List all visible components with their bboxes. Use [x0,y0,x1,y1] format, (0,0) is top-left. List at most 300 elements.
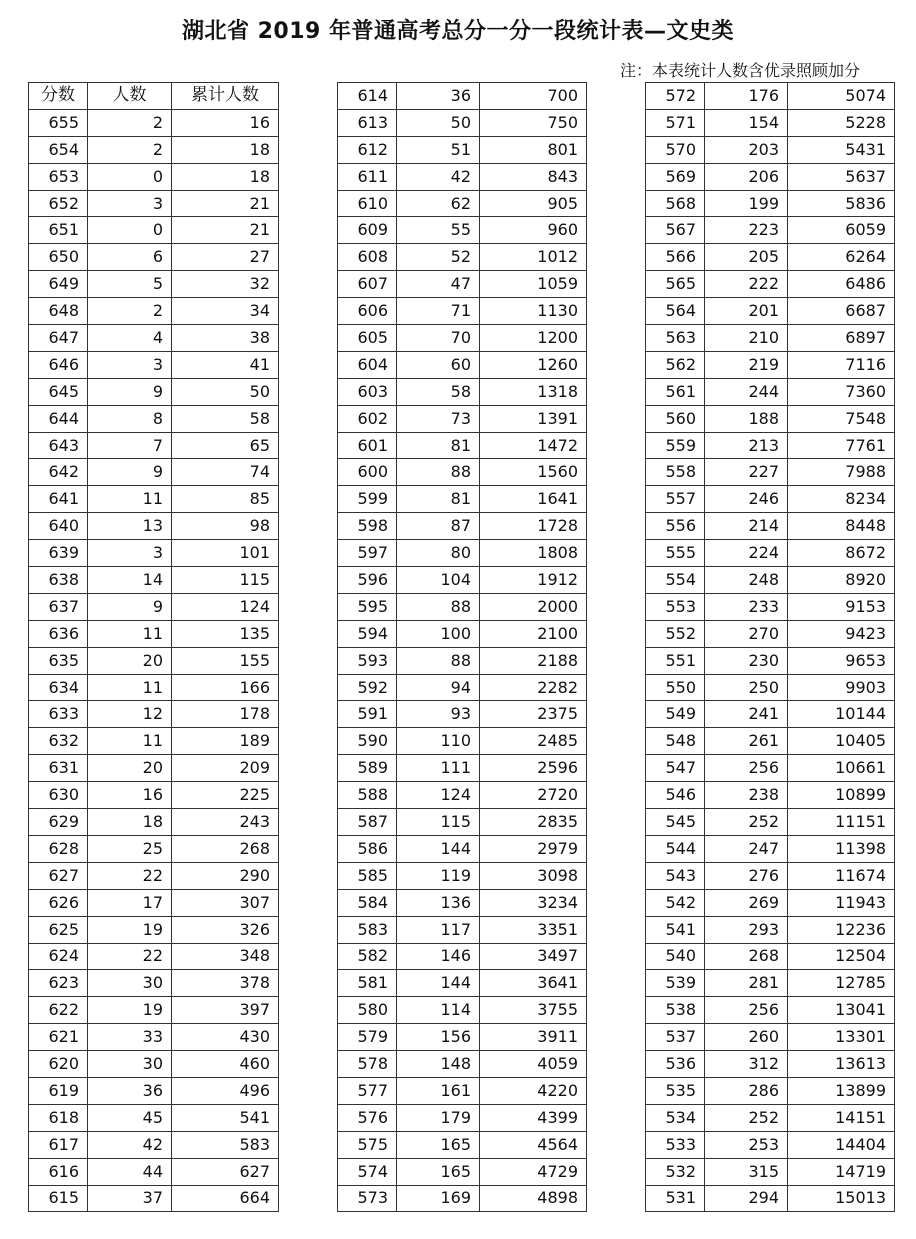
table-header-row [29,83,279,110]
cumulative-cell: 4059 [480,1051,587,1078]
cumulative-cell: 74 [172,459,279,486]
cumulative-cell: 115 [172,567,279,594]
count-cell: 201 [705,298,788,325]
table-row [646,593,895,620]
table-row [646,432,895,459]
table-row [338,244,587,271]
cumulative-cell: 8920 [788,567,895,594]
score-cell: 612 [338,136,397,163]
cumulative-cell: 8234 [788,486,895,513]
cumulative-cell: 166 [172,674,279,701]
score-cell: 639 [29,540,88,567]
count-cell: 270 [705,620,788,647]
cumulative-cell: 1012 [480,244,587,271]
cumulative-cell: 7360 [788,378,895,405]
cumulative-cell: 14151 [788,1104,895,1131]
table-row [646,835,895,862]
count-cell: 268 [705,943,788,970]
count-cell: 70 [397,325,480,352]
table-row [646,163,895,190]
count-cell: 18 [88,809,172,836]
cumulative-cell: 10144 [788,701,895,728]
table-row [338,755,587,782]
cumulative-cell: 18 [172,136,279,163]
count-cell: 294 [705,1185,788,1212]
count-cell: 100 [397,620,480,647]
score-cell: 582 [338,943,397,970]
score-cell: 559 [646,432,705,459]
score-cell: 577 [338,1077,397,1104]
score-cell: 633 [29,701,88,728]
count-cell: 276 [705,862,788,889]
score-cell: 596 [338,567,397,594]
cumulative-cell: 14719 [788,1158,895,1185]
table-row [338,701,587,728]
count-cell: 25 [88,835,172,862]
table-row [29,1077,279,1104]
cumulative-cell: 1728 [480,513,587,540]
cumulative-cell: 209 [172,755,279,782]
cumulative-cell: 3351 [480,916,587,943]
cumulative-cell: 4729 [480,1158,587,1185]
count-cell: 144 [397,970,480,997]
table-row [29,943,279,970]
cumulative-cell: 4220 [480,1077,587,1104]
score-cell: 606 [338,298,397,325]
count-cell: 5 [88,271,172,298]
count-cell: 260 [705,1024,788,1051]
cumulative-cell: 700 [480,83,587,110]
table-row [646,217,895,244]
score-cell: 642 [29,459,88,486]
count-cell: 42 [397,163,480,190]
table-row [29,916,279,943]
score-cell: 602 [338,405,397,432]
table-row [338,1104,587,1131]
table-header-cell: 人数 [88,83,172,110]
count-cell: 238 [705,782,788,809]
score-cell: 638 [29,567,88,594]
cumulative-cell: 7761 [788,432,895,459]
score-cell: 568 [646,190,705,217]
count-cell: 8 [88,405,172,432]
count-cell: 52 [397,244,480,271]
score-cell: 645 [29,378,88,405]
cumulative-cell: 1472 [480,432,587,459]
count-cell: 250 [705,674,788,701]
cumulative-cell: 1260 [480,351,587,378]
count-cell: 256 [705,755,788,782]
score-cell: 609 [338,217,397,244]
table-row [29,540,279,567]
cumulative-cell: 5074 [788,83,895,110]
score-cell: 614 [338,83,397,110]
cumulative-cell: 2282 [480,674,587,701]
cumulative-cell: 750 [480,109,587,136]
table-row [29,593,279,620]
table-row [338,405,587,432]
count-cell: 148 [397,1051,480,1078]
count-cell: 88 [397,459,480,486]
count-cell: 71 [397,298,480,325]
cumulative-cell: 496 [172,1077,279,1104]
cumulative-cell: 960 [480,217,587,244]
table-row [338,432,587,459]
cumulative-cell: 2375 [480,701,587,728]
table-row [29,244,279,271]
score-cell: 598 [338,513,397,540]
table-row [338,728,587,755]
score-cell: 575 [338,1131,397,1158]
score-cell: 571 [646,109,705,136]
table-row [338,567,587,594]
cumulative-cell: 65 [172,432,279,459]
cumulative-cell: 3497 [480,943,587,970]
count-cell: 293 [705,916,788,943]
count-cell: 50 [397,109,480,136]
score-cell: 557 [646,486,705,513]
score-cell: 570 [646,136,705,163]
table-row [29,647,279,674]
table-row [29,701,279,728]
score-cell: 558 [646,459,705,486]
table-row [646,862,895,889]
score-cell: 542 [646,889,705,916]
cumulative-cell: 6059 [788,217,895,244]
count-cell: 44 [88,1158,172,1185]
score-cell: 574 [338,1158,397,1185]
cumulative-cell: 41 [172,351,279,378]
table-row [29,809,279,836]
count-cell: 261 [705,728,788,755]
table-row [338,620,587,647]
score-cell: 624 [29,943,88,970]
score-table-column-3 [645,82,895,1212]
cumulative-cell: 7116 [788,351,895,378]
cumulative-cell: 1059 [480,271,587,298]
table-row [646,540,895,567]
score-cell: 565 [646,271,705,298]
score-cell: 585 [338,862,397,889]
count-cell: 73 [397,405,480,432]
score-cell: 539 [646,970,705,997]
table-row [338,1185,587,1212]
count-cell: 199 [705,190,788,217]
count-cell: 22 [88,943,172,970]
cumulative-cell: 8448 [788,513,895,540]
table-row [338,540,587,567]
count-cell: 22 [88,862,172,889]
cumulative-cell: 4564 [480,1131,587,1158]
table-row [646,486,895,513]
score-cell: 544 [646,835,705,862]
count-cell: 11 [88,486,172,513]
count-cell: 241 [705,701,788,728]
count-cell: 252 [705,1104,788,1131]
count-cell: 20 [88,647,172,674]
table-row [338,378,587,405]
cumulative-cell: 5228 [788,109,895,136]
score-cell: 579 [338,1024,397,1051]
table-row [338,835,587,862]
table-row [338,593,587,620]
score-cell: 553 [646,593,705,620]
cumulative-cell: 1200 [480,325,587,352]
count-cell: 11 [88,620,172,647]
cumulative-cell: 9423 [788,620,895,647]
table-row [29,432,279,459]
cumulative-cell: 7548 [788,405,895,432]
cumulative-cell: 50 [172,378,279,405]
cumulative-cell: 2720 [480,782,587,809]
count-cell: 115 [397,809,480,836]
cumulative-cell: 101 [172,540,279,567]
score-cell: 546 [646,782,705,809]
score-cell: 531 [646,1185,705,1212]
table-row [646,647,895,674]
score-cell: 588 [338,782,397,809]
count-cell: 104 [397,567,480,594]
score-cell: 654 [29,136,88,163]
table-row [646,889,895,916]
cumulative-cell: 1560 [480,459,587,486]
table-row [29,190,279,217]
cumulative-cell: 11943 [788,889,895,916]
score-cell: 653 [29,163,88,190]
cumulative-cell: 10899 [788,782,895,809]
count-cell: 244 [705,378,788,405]
cumulative-cell: 2485 [480,728,587,755]
score-cell: 601 [338,432,397,459]
score-cell: 616 [29,1158,88,1185]
score-cell: 550 [646,674,705,701]
count-cell: 110 [397,728,480,755]
score-cell: 536 [646,1051,705,1078]
score-cell: 625 [29,916,88,943]
cumulative-cell: 15013 [788,1185,895,1212]
cumulative-cell: 27 [172,244,279,271]
score-cell: 554 [646,567,705,594]
count-cell: 47 [397,271,480,298]
count-cell: 9 [88,459,172,486]
score-cell: 597 [338,540,397,567]
score-cell: 563 [646,325,705,352]
table-row [338,190,587,217]
cumulative-cell: 6264 [788,244,895,271]
cumulative-cell: 14404 [788,1131,895,1158]
cumulative-cell: 1130 [480,298,587,325]
cumulative-cell: 10405 [788,728,895,755]
cumulative-cell: 6486 [788,271,895,298]
count-cell: 219 [705,351,788,378]
table-row [29,271,279,298]
count-cell: 87 [397,513,480,540]
cumulative-cell: 4399 [480,1104,587,1131]
cumulative-cell: 2188 [480,647,587,674]
table-row [29,109,279,136]
score-cell: 587 [338,809,397,836]
table-row [646,916,895,943]
score-cell: 613 [338,109,397,136]
count-cell: 94 [397,674,480,701]
table-row [646,701,895,728]
cumulative-cell: 13899 [788,1077,895,1104]
count-cell: 51 [397,136,480,163]
score-cell: 600 [338,459,397,486]
table-row [29,1104,279,1131]
table-row [646,244,895,271]
cumulative-cell: 12504 [788,943,895,970]
cumulative-cell: 58 [172,405,279,432]
table-row [29,1131,279,1158]
score-cell: 541 [646,916,705,943]
score-cell: 549 [646,701,705,728]
table-row [646,1158,895,1185]
count-cell: 2 [88,109,172,136]
table-note: 注：本表统计人数含优录照顾加分 [619,61,860,80]
count-cell: 9 [88,593,172,620]
cumulative-cell: 1391 [480,405,587,432]
cumulative-cell: 5836 [788,190,895,217]
table-row [646,620,895,647]
score-cell: 566 [646,244,705,271]
score-cell: 562 [646,351,705,378]
count-cell: 12 [88,701,172,728]
count-cell: 17 [88,889,172,916]
cumulative-cell: 5431 [788,136,895,163]
score-cell: 567 [646,217,705,244]
cumulative-cell: 290 [172,862,279,889]
table-row [338,862,587,889]
score-cell: 584 [338,889,397,916]
table-row [338,163,587,190]
table-row [29,755,279,782]
table-row [338,83,587,110]
cumulative-cell: 3098 [480,862,587,889]
table-row [338,217,587,244]
score-cell: 652 [29,190,88,217]
score-cell: 537 [646,1024,705,1051]
cumulative-cell: 189 [172,728,279,755]
cumulative-cell: 178 [172,701,279,728]
table-row [29,620,279,647]
count-cell: 36 [88,1077,172,1104]
count-cell: 206 [705,163,788,190]
table-row [646,674,895,701]
score-cell: 608 [338,244,397,271]
count-cell: 13 [88,513,172,540]
table-row [338,916,587,943]
count-cell: 0 [88,217,172,244]
count-cell: 4 [88,325,172,352]
score-cell: 650 [29,244,88,271]
score-cell: 552 [646,620,705,647]
page-title: 湖北省 2019 年普通高考总分一分一段统计表—文史类 [181,19,735,44]
table-row [338,1077,587,1104]
count-cell: 30 [88,1051,172,1078]
count-cell: 210 [705,325,788,352]
cumulative-cell: 9903 [788,674,895,701]
count-cell: 222 [705,271,788,298]
count-cell: 146 [397,943,480,970]
cumulative-cell: 10661 [788,755,895,782]
table-row [646,271,895,298]
cumulative-cell: 135 [172,620,279,647]
score-cell: 637 [29,593,88,620]
cumulative-cell: 85 [172,486,279,513]
score-cell: 591 [338,701,397,728]
cumulative-cell: 98 [172,513,279,540]
cumulative-cell: 2000 [480,593,587,620]
cumulative-cell: 21 [172,217,279,244]
table-row [29,1185,279,1212]
table-row [646,351,895,378]
score-cell: 572 [646,83,705,110]
table-row [338,782,587,809]
table-row [338,889,587,916]
score-cell: 649 [29,271,88,298]
table-row [646,997,895,1024]
cumulative-cell: 905 [480,190,587,217]
score-cell: 586 [338,835,397,862]
score-cell: 636 [29,620,88,647]
cumulative-cell: 34 [172,298,279,325]
cumulative-cell: 843 [480,163,587,190]
score-cell: 621 [29,1024,88,1051]
table-row [646,1051,895,1078]
score-cell: 589 [338,755,397,782]
table-row [29,567,279,594]
cumulative-cell: 2596 [480,755,587,782]
score-cell: 640 [29,513,88,540]
count-cell: 286 [705,1077,788,1104]
cumulative-cell: 18 [172,163,279,190]
table-row [646,1024,895,1051]
score-cell: 644 [29,405,88,432]
count-cell: 246 [705,486,788,513]
score-cell: 599 [338,486,397,513]
score-cell: 580 [338,997,397,1024]
table-row [338,1024,587,1051]
table-row [646,1185,895,1212]
cumulative-cell: 7988 [788,459,895,486]
cumulative-cell: 21 [172,190,279,217]
cumulative-cell: 541 [172,1104,279,1131]
count-cell: 169 [397,1185,480,1212]
table-row [646,378,895,405]
score-cell: 535 [646,1077,705,1104]
score-cell: 643 [29,432,88,459]
score-cell: 619 [29,1077,88,1104]
score-cell: 534 [646,1104,705,1131]
count-cell: 165 [397,1131,480,1158]
score-cell: 646 [29,351,88,378]
table-row [29,405,279,432]
table-row [29,486,279,513]
cumulative-cell: 4898 [480,1185,587,1212]
score-cell: 634 [29,674,88,701]
table-row [338,1051,587,1078]
count-cell: 2 [88,136,172,163]
count-cell: 80 [397,540,480,567]
score-cell: 635 [29,647,88,674]
cumulative-cell: 124 [172,593,279,620]
score-cell: 595 [338,593,397,620]
count-cell: 9 [88,378,172,405]
table-row [338,271,587,298]
cumulative-cell: 430 [172,1024,279,1051]
table-row [29,862,279,889]
